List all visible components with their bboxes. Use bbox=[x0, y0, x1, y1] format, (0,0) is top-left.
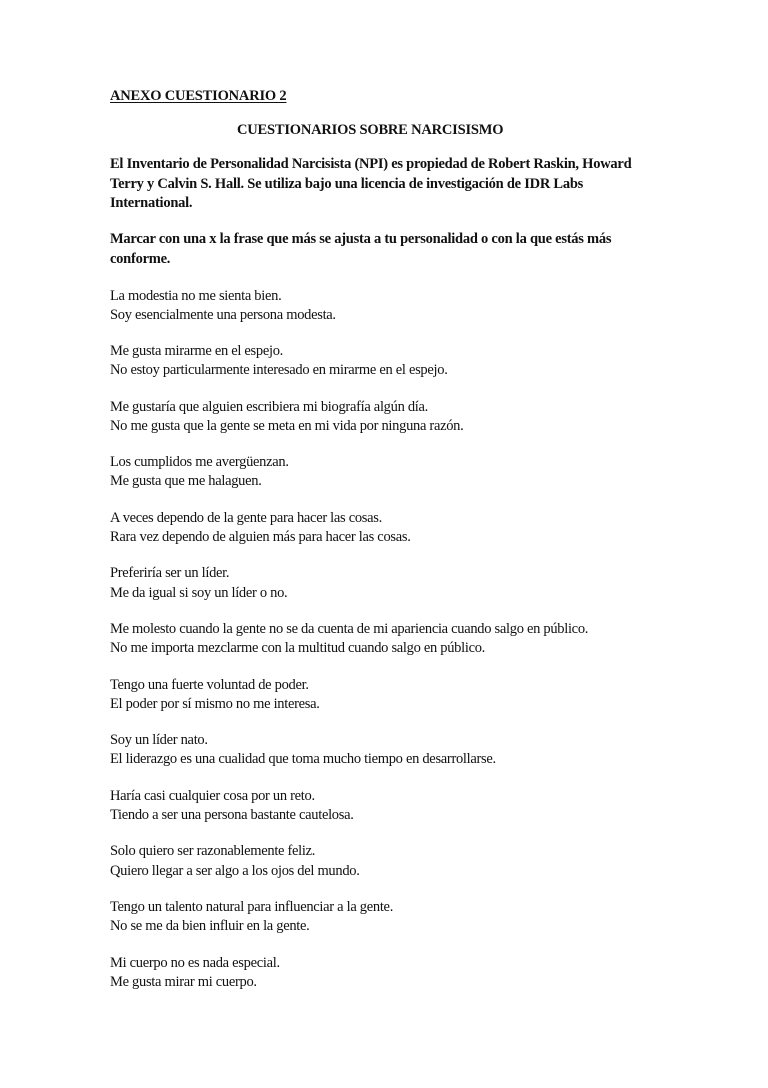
question-pair-6 bbox=[110, 564, 670, 602]
question-pair-9 bbox=[110, 731, 670, 769]
question-pair-1 bbox=[110, 287, 670, 325]
question-pair-11 bbox=[110, 842, 670, 880]
question-pair-13 bbox=[110, 954, 670, 992]
option-a[interactable]: Me gustaría que alguien escribiera mi biografía algún día. bbox=[110, 398, 428, 415]
option-a[interactable]: Me molesto cuando la gente no se da cuenta de mi apariencia cuando salgo en público. bbox=[110, 621, 589, 638]
option-a[interactable]: Me gusta mirarme en el espejo. bbox=[110, 343, 283, 360]
option-b[interactable]: No estoy particularmente interesado en mirarme en el espejo. bbox=[110, 362, 448, 379]
question-pair-10 bbox=[110, 787, 670, 825]
question-pair-5 bbox=[110, 509, 670, 547]
option-a[interactable]: Tengo un talento natural para influenciar a la gente. bbox=[110, 899, 394, 916]
question-pair-7 bbox=[110, 620, 670, 658]
option-a[interactable]: Los cumplidos me avergüenzan. bbox=[110, 454, 289, 471]
option-b[interactable]: Soy esencialmente una persona modesta. bbox=[110, 306, 336, 323]
instruction-paragraph: Marcar con una x la frase que más se ajusta a tu personalidad o con la que estás más conforme. bbox=[110, 230, 612, 267]
option-b[interactable]: El liderazgo es una cualidad que toma mucho tiempo en desarrollarse. bbox=[110, 751, 496, 768]
option-b[interactable]: No me importa mezclarme con la multitud cuando salgo en público. bbox=[110, 640, 486, 657]
option-b[interactable]: Rara vez dependo de alguien más para hacer las cosas. bbox=[110, 529, 411, 546]
question-pair-8 bbox=[110, 676, 670, 714]
option-a[interactable]: Mi cuerpo no es nada especial. bbox=[110, 954, 280, 971]
option-b[interactable]: Quiero llegar a ser algo a los ojos del mundo. bbox=[110, 862, 360, 879]
annex-title: ANEXO CUESTIONARIO 2 bbox=[110, 88, 287, 104]
option-b[interactable]: Me gusta que me halaguen. bbox=[110, 473, 262, 490]
option-b[interactable]: No me gusta que la gente se meta en mi vida por ninguna razón. bbox=[110, 417, 464, 434]
option-a[interactable]: A veces dependo de la gente para hacer las cosas. bbox=[110, 509, 382, 526]
option-a[interactable]: Preferiría ser un líder. bbox=[110, 565, 230, 582]
option-a[interactable]: Haría casi cualquier cosa por un reto. bbox=[110, 787, 315, 804]
option-a[interactable]: Soy un líder nato. bbox=[110, 732, 208, 749]
option-b[interactable]: No se me da bien influir en la gente. bbox=[110, 918, 310, 935]
question-pair-2 bbox=[110, 342, 670, 380]
question-pair-3 bbox=[110, 398, 670, 436]
option-b[interactable]: Me gusta mirar mi cuerpo. bbox=[110, 973, 257, 990]
option-b[interactable]: Tiendo a ser una persona bastante cautelosa. bbox=[110, 807, 354, 824]
option-b[interactable]: Me da igual si soy un líder o no. bbox=[110, 584, 288, 601]
question-pair-4 bbox=[110, 453, 670, 491]
question-list bbox=[110, 287, 670, 993]
option-a[interactable]: La modestia no me sienta bien. bbox=[110, 287, 282, 304]
intro-paragraph: El Inventario de Personalidad Narcisista (NPI) es propiedad de Robert Raskin, Howard Terry y Calvin S. Hall. Se utiliza bajo una licencia de investigación de IDR Labs International. bbox=[110, 156, 632, 211]
option-b[interactable]: El poder por sí mismo no me interesa. bbox=[110, 695, 320, 712]
document-title: CUESTIONARIOS SOBRE NARCISISMO bbox=[237, 122, 504, 138]
document-page bbox=[110, 86, 670, 1009]
option-a[interactable]: Tengo una fuerte voluntad de poder. bbox=[110, 676, 309, 693]
option-a[interactable]: Solo quiero ser razonablemente feliz. bbox=[110, 843, 316, 860]
question-pair-12 bbox=[110, 898, 670, 936]
